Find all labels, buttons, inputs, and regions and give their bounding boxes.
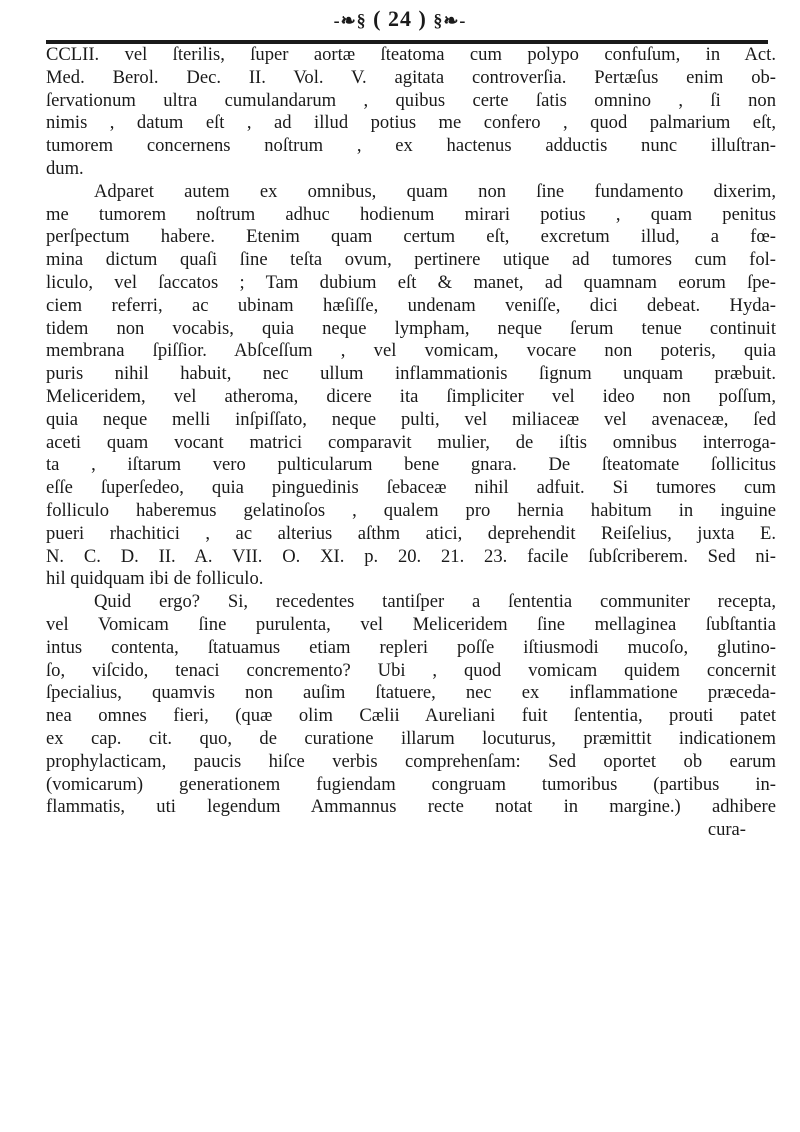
right-ornament: §❧- — [433, 10, 467, 31]
text-line: Adparet autem ex omnibus, quam non ſine fundamento dixerim, — [94, 180, 776, 202]
text-line: tidem non vocabis, quia neque lympham, neque ſerum tenue continuit — [46, 317, 776, 339]
text-line: CCLII. vel ſterilis, ſuper aortæ ſteatoma cum polypo confuſum, in Act. — [46, 44, 776, 65]
text-line: ex cap. cit. quo, de curatione illarum locuturus, præmittit indicationem — [46, 727, 776, 749]
text-line: hil quidquam ibi de folliculo. — [46, 568, 264, 590]
text-line: quia neque melli inſpiſſato, neque pulti, vel miliaceæ vel avenaceæ, ſed — [46, 408, 776, 430]
text-line: intus contenta, ſtatuamus etiam repleri poſſe iſtiusmodi mucoſo, glutino- — [46, 636, 776, 658]
text-line: Quid ergo? Si, recedentes tantiſper a ſententia communiter recepta, — [94, 591, 776, 613]
text-line: folliculo haberemus gelatinoſos , qualem pro hernia habitum in inguine — [46, 499, 776, 521]
text-line: membrana ſpiſſior. Abſceſſum , vel vomicam, vocare non poteris, quia — [46, 340, 776, 362]
text-line: ta , iſtarum vero pulticularum bene gnara. De ſteatomate ſollicitus — [46, 454, 776, 476]
text-line: ſpecialius, quamvis non auſim ſtatuere, nec ex inflammatione præceda- — [46, 682, 776, 704]
text-line: nimis , datum eſt , ad illud potius me confero , quod palmarium eſt, — [46, 112, 776, 134]
text-line: liculo, vel ſaccatos ; Tam dubium eſt & manet, ad quamnam eorum ſpe- — [46, 271, 776, 293]
text-line: pueri rhachitici , ac alterius aſthm atici, deprehendit Reiſelius, juxta E. — [46, 522, 776, 544]
text-line: prophylacticam, paucis hiſce verbis comprehenſam: Sed oportet ob earum — [46, 750, 776, 772]
text-line: eſſe ſuperſedeo, quia pinguedinis ſebaceæ nihil adfuit. Si tumores cum — [46, 477, 776, 499]
catchword: cura- — [707, 819, 746, 841]
text-line: mina dictum quaſi ſine teſta ovum, pertinere utique ad tumores cum fol- — [46, 249, 776, 271]
body-text — [46, 44, 776, 842]
text-line: aceti quam vocant matrici comparavit mulier, de iſtis omnibus interroga- — [46, 431, 776, 453]
text-line: ciem referri, ac ubinam hæſiſſe, undenam veniſſe, dici debeat. Hyda- — [46, 294, 776, 316]
text-line: me tumorem noſtrum adhuc hodienum mirari potius , quam penitus — [46, 203, 776, 225]
text-line: perſpectum habere. Etenim quam certum eſt, excretum illud, a fœ- — [46, 226, 776, 248]
text-line: N. C. D. II. A. VII. O. XI. p. 20. 21. 23. facile ſubſcriberem. Sed ni- — [46, 545, 776, 567]
page-number: ( 24 ) — [373, 6, 427, 31]
text-line: puris nihil habuit, nec ullum inflammationis ſignum unquam præbuit. — [46, 363, 776, 385]
text-line: Meliceridem, vel atheroma, dicere ita ſimpliciter vel ideo non poſſum, — [46, 385, 776, 407]
text-line: flammatis, uti legendum Ammannus recte notat in margine.) adhibere — [46, 796, 776, 818]
text-line: nea omnes fieri, (quæ olim Cælii Aureliani fuit ſententia, prouti patet — [46, 705, 776, 727]
text-line: ſervationum ultra cumulandarum , quibus certe ſatis omnino , ſi non — [46, 89, 776, 111]
page-header — [0, 6, 800, 32]
text-line: vel Vomicam ſine purulenta, vel Meliceridem ſine mellaginea ſubſtantia — [46, 613, 776, 635]
left-ornament: -❧§ — [333, 10, 367, 31]
text-line: dum. — [46, 157, 84, 179]
text-line: ſo, viſcido, tenaci concremento? Ubi , quod vomicam quidem concernit — [46, 659, 776, 681]
text-line: (vomicarum) generationem fugiendam congruam tumoribus (partibus in- — [46, 773, 776, 795]
text-line: Med. Berol. Dec. II. Vol. V. agitata controverſia. Pertæſus enim ob- — [46, 66, 776, 88]
text-line: tumorem concernens noſtrum , ex hactenus adductis nunc illuſtran- — [46, 135, 776, 157]
